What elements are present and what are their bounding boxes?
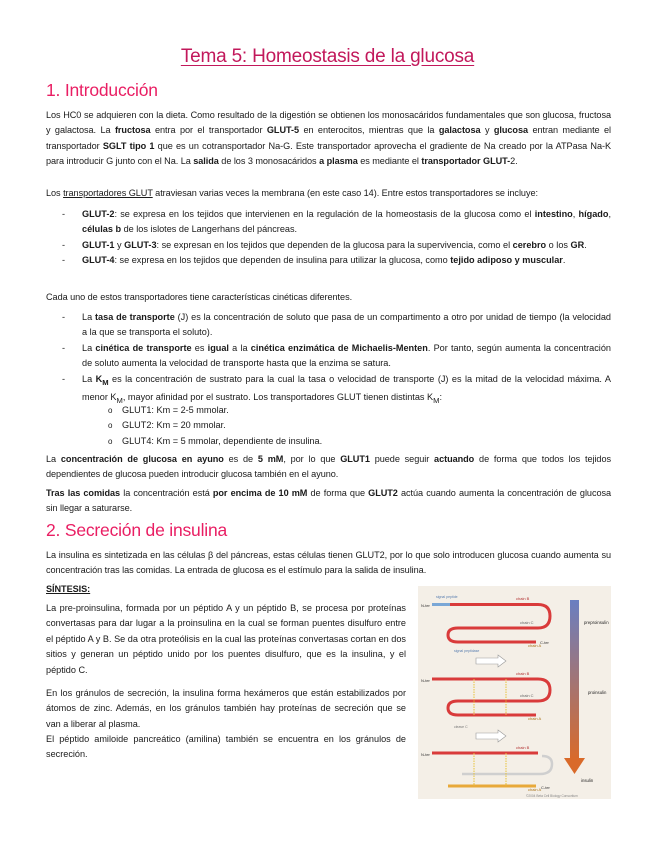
list-item: - GLUT-1 y GLUT-3: se expresan en los tejidos que dependen de la glucosa para la supervivencia, como el cerebro o los GR.	[62, 239, 587, 250]
section-1-heading: 1. Introducción	[46, 80, 158, 100]
document-title: Tema 5: Homeostasis de la glucosa	[180, 46, 475, 67]
chain-b-label-2: chain B	[516, 671, 530, 676]
synthesis-paragraph-1: La pre-proinsulina, formada por un péptido A y un péptido B, se procesa por proteínas convertasas para dar lugar a la proinsulina en la cual se forman puentes disulfuro entre el péptido A y B. Se da otra proteólisis en la cual las proteínas convertasas cortan en dos sitios y generan un péptido unido por los puentes disulfuro, que es la insulina, y el péptido C.	[46, 603, 406, 675]
preproinsulin-label: preproinsulin	[584, 620, 609, 625]
chain-a-label-3: chain A	[528, 787, 542, 792]
chain-a-label-2: chain A	[528, 716, 542, 721]
proinsulin-label: proinsulin	[588, 690, 607, 695]
list-item: - La cinética de transporte es igual a la cinética enzimática de Michaelis-Menten. Por tanto, según aumenta la concentración de soluto aumenta la velocidad de transporte hasta que la enzima se satura.	[62, 342, 611, 369]
synthesis-paragraph-3: El péptido amiloide pancreático (amilina) también se encuentra en los gránulos de secreción.	[46, 734, 406, 760]
chain-b-label-3: chain B	[516, 745, 530, 750]
cleave-label: cleave C	[454, 725, 468, 729]
km-sublist	[108, 403, 322, 449]
list-item: - La $K_M$ es la concentración de sustrato para la cual la tasa o velocidad de transporte (J) es la mitad de la velocidad máxima. A menor $K_M$, mayor afinidad por el sustrato. Los transportadores GLUT tienen distintas $K_M$:	[62, 373, 611, 405]
chain-a-label-1: chain A	[528, 643, 542, 648]
list-item: - GLUT-2: se expresa en los tejidos que intervienen en la regulación de la homeostasis de la glucosa como el intestino, hígado, células b de los islotes de Langerhans del páncreas.	[62, 209, 611, 235]
insulin-processing-figure	[418, 586, 611, 799]
kinetics-list	[62, 310, 611, 408]
intro-paragraph-3: Cada uno de estos transportadores tiene características cinéticas diferentes.	[46, 292, 353, 302]
signal-peptidase-label: signal peptidase	[454, 649, 480, 653]
cter-label-1: C-ter	[540, 640, 549, 645]
intro-paragraph-5: Tras las comidas la concentración está por encima de 10 mM de forma que GLUT2 actúa cuando aumenta la concentración de glucosa sin llegar a saturarse.	[46, 488, 612, 514]
synthesis-paragraph-2: En los gránulos de secreción, la insulina forma hexámeros que están estabilizados por átomos de zinc. Además, en los gránulos también hay proteínas de secreción que se van a liberar al plasma.	[46, 688, 406, 729]
insulin-label: insulin	[581, 778, 594, 783]
nter-label-1: N-ter	[421, 603, 430, 608]
list-item: - La tasa de transporte (J) es la concentración de soluto que pasa de un compartimento a otro por unidad de tiempo (la velocidad a la que se transporta el soluto).	[62, 312, 611, 338]
figure-background	[418, 586, 611, 799]
processing-arrow-shaft	[570, 600, 579, 760]
signal-peptide-label: signal peptide	[436, 595, 458, 599]
synthesis-subheading: SÍNTESIS:	[46, 584, 91, 594]
signal-peptide-segment	[432, 603, 450, 606]
figure-credit: ©2004 Beta Cell Biology Consortium	[526, 794, 578, 798]
section-2-heading: 2. Secreción de insulina	[46, 520, 228, 540]
chain-c-label-1: chain C	[520, 620, 534, 625]
list-item: - GLUT-4: se expresa en los tejidos que dependen de insulina para utilizar la glucosa, como tejido adiposo y muscular.	[62, 255, 566, 266]
nter-label-2: N-ter	[421, 678, 430, 683]
chain-c-label-2: chain C	[520, 693, 534, 698]
insulin-processing-diagram	[418, 586, 611, 799]
insulin-paragraph-1: La insulina es sintetizada en las células β del páncreas, estas células tienen GLUT2, por lo que solo introducen glucosa cuando aumenta su concentración tras las comidas. La entrada de glucosa es el estímulo para la salida de insulina.	[46, 550, 611, 576]
list-item: o GLUT2: Km = 20 mmolar.	[108, 420, 226, 431]
list-item: o GLUT4: Km = 5 mmolar, dependiente de insulina.	[108, 435, 323, 446]
intro-paragraph-4: La concentración de glucosa en ayuno es de 5 mM, por lo que GLUT1 puede seguir actuando de forma que todos los tejidos dependientes de glucosa pueden introducir glucosa también en el ayuno.	[46, 454, 611, 480]
list-item: o GLUT1: Km = 2-5 mmolar.	[108, 405, 229, 415]
nter-label-3: N-ter	[421, 752, 430, 757]
intro-paragraph-1: Los HC0 se adquieren con la dieta. Como resultado de la digestión se obtienen los monosacáridos fundamentales que son glucosa, fructosa y galactosa. La fructosa entra por el transportador GLUT-5 en enterocitos, mientras que la galactosa y glucosa entran mediante el transportador SGLT tipo 1 que es un cotransportador Na-G. Este transportador aprovecha el gradiente de Na creado por la ATPasa Na-K para introducir G junto con el Na. La salida de los 3 monosacáridos a plasma es mediante el transportador GLUT-2.	[46, 110, 611, 167]
glut-list	[62, 207, 611, 269]
chain-b-label-1: chain B	[516, 596, 530, 601]
intro-paragraph-2: Los transportadores GLUT atraviesan varias veces la membrana (en este caso 14). Entre estos transportadores se incluye:	[46, 188, 538, 198]
cter-label-3: C-ter	[541, 785, 550, 790]
